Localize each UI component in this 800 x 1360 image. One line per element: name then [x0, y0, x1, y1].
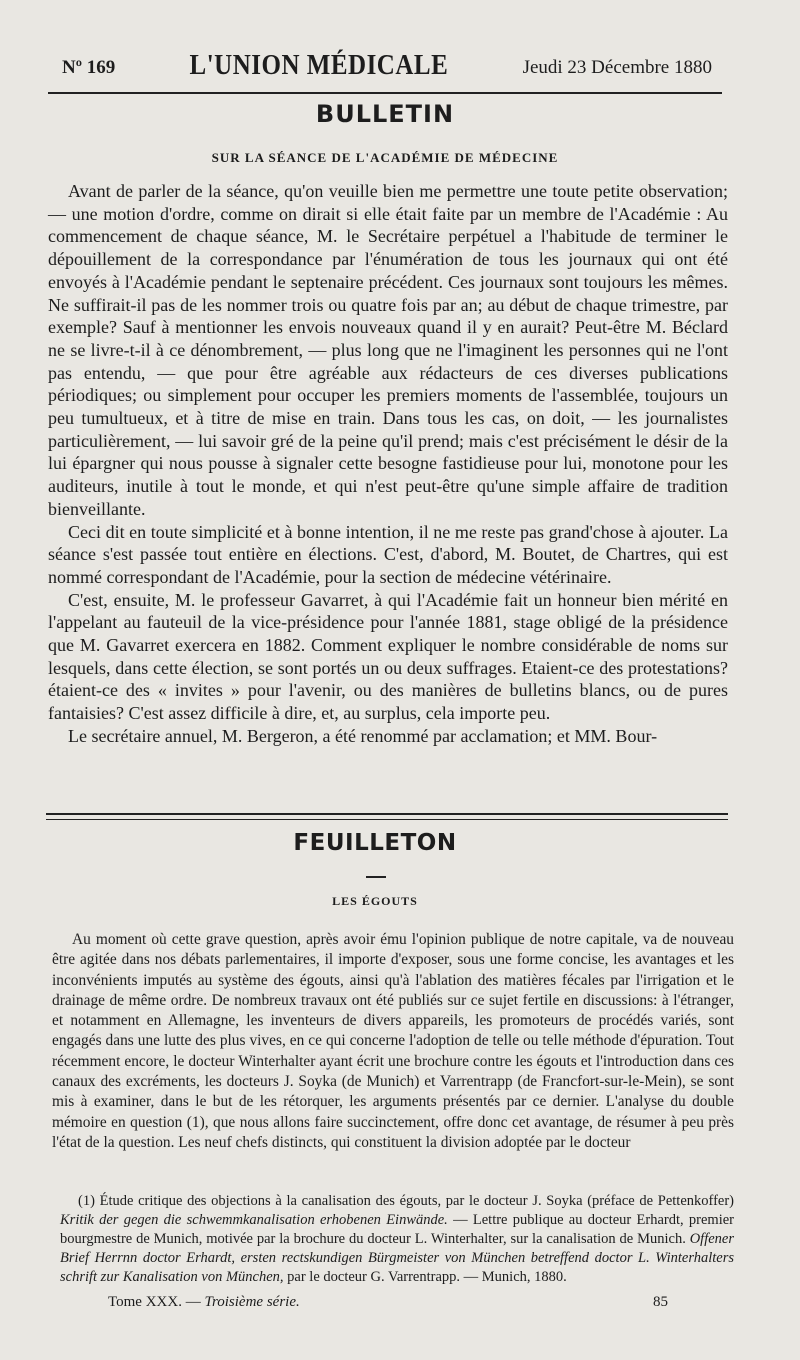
- issue-date: Jeudi 23 Décembre 1880: [522, 57, 712, 78]
- journal-title: L'UNION MÉDICALE: [189, 49, 449, 81]
- footnote: [60, 1192, 734, 1287]
- bulletin-body: [48, 180, 728, 748]
- section-divider: [46, 813, 728, 820]
- footnote-text: par le docteur G. Varrentrapp. — Munich, 1880.: [283, 1269, 567, 1285]
- tome-label: Tome XXX. —: [108, 1294, 205, 1310]
- bulletin-paragraph: Avant de parler de la séance, qu'on veuille bien me permettre une toute petite observation; — une motion d'ordre, comme on dirait si elle était faite par un membre de l'Académie : Au commencement de chaque séance, M. le Secrétaire perpétuel a l'habitude de terminer le dépouillement de la correspondance par l'énumération de tous les journaux qui ont été envoyés à l'Académie pendant le septenaire précédent. Ces journaux sont toujours les mêmes. Ne suffirait-il pas de les nommer trois ou quatre fois par an; au début de chaque trimestre, par exemple? Sauf à mentionner les envois nouveaux quand il y en aurait? Peut-être M. Béclard ne se livre-t-il à ce dénombrement, — plus long que ne l'imaginent les personnes qui ne l'ont pas entendu, — que pour être agréable aux rédacteurs de ces diverses publications périodiques; ou simplement pour occuper les premiers moments de l'assemblée, toujours un peu tumultueux, et à titre de mise en train. Dans tous les cas, on doit, — les journalistes particulièrement, — lui savoir gré de la peine qu'il prend; mais c'est précisément le désir de la lui épargner qui nous pousse à signaler cette besogne fastidieuse pour lui, monotone pour les auditeurs, inutile à tout le monde, et qui n'est peut-être qu'une simple affaire de tradition bienveillante.: [48, 181, 728, 519]
- bulletin-paragraph: Le secrétaire annuel, M. Bergeron, a été renommé par acclamation; et MM. Bour-: [68, 725, 658, 746]
- feuilleton-title: FEUILLETON: [293, 830, 457, 856]
- bulletin-title: BULLETIN: [315, 100, 455, 128]
- feuilleton-subtitle: LES ÉGOUTS: [332, 894, 418, 908]
- page-number: 85: [653, 1294, 668, 1310]
- page-header: [62, 49, 712, 81]
- page-footer: [108, 1294, 668, 1311]
- feuilleton-body: [52, 930, 734, 1153]
- bulletin-subtitle: SUR LA SÉANCE DE L'ACADÉMIE DE MÉDECINE: [211, 150, 559, 165]
- issue-number: Nº 169: [62, 57, 116, 78]
- series-label: Troisième série.: [204, 1294, 300, 1310]
- volume-info: [108, 1294, 300, 1311]
- bulletin-paragraph: C'est, ensuite, M. le professeur Gavarret, à qui l'Académie fait un honneur bien mérité en l'appelant au fauteuil de la vice-présidence pour l'année 1881, stage obligé de la présidence que M. Gavarret exercera en 1882. Comment expliquer le nombre considérable de noms sur lesquels, dans cette élection, se sont portés un ou deux suffrages. Etaient-ce des protestations? étaient-ce des « invites » pour l'avenir, ou des manières de bulletins blancs, ou de pures fantaisies? C'est assez difficile à dire, et, au surplus, cela importe peu.: [48, 589, 728, 724]
- title-dash: [366, 876, 386, 878]
- footnote-text: (1) Étude critique des objections à la canalisation des égouts, par le docteur J. Soyka (préface de Pettenkoffer): [78, 1193, 734, 1209]
- footnote-german-title: Offener Brief Herrnn doctor Erhardt, ersten rectskundigen Bürgmeister von München betreffend doctor L. Winterhalters schrift zur Kanalisation von München,: [60, 1231, 734, 1285]
- footnote-german-title: Kritik der gegen die schwemmkanalisation erhobenen Einwände.: [60, 1212, 448, 1228]
- feuilleton-paragraph: Au moment où cette grave question, après avoir ému l'opinion publique de notre capitale, va de nouveau être agitée dans nos débats parlementaires, il importe d'exposer, sous une forme concise, les avantages et les inconvénients imputés au système des égouts, ainsi qu'à l'ablation des matières fécales par l'irrigation et le drainage de même ordre. De nombreux travaux ont été publiés sur ce sujet fertile en discussions: à l'étranger, et notamment en Allemagne, les inventeurs de divers appareils, les promoteurs de procédés variés, sont engagés dans une lutte des plus vives, en ce qui concerne l'adoption de telle ou telle méthode d'épuration. Tout récemment encore, le docteur Winterhalter ayant écrit une brochure contre les égouts et l'introduction dans ces canaux des excréments, les docteurs J. Soyka (de Munich) et Varrentrapp (de Francfort-sur-le-Mein), se sont mis à examiner, dans le but de les rétorquer, les arguments présentés par ce dernier. L'analyse du double mémoire en question (1), que nous allons faire succinctement, offre donc cet avantage, de résumer à peu près l'état de la question. Les neuf chefs distincts, qui constituent la division adoptée par le docteur: [52, 931, 734, 1151]
- bulletin-paragraph: Ceci dit en toute simplicité et à bonne intention, il ne me reste pas grand'chose à ajouter. La séance s'est passée tout entière en élections. C'est, d'abord, M. Boutet, de Chartres, qui est nommé correspondant de l'Académie, pour la section de médecine vétérinaire.: [48, 521, 728, 587]
- footnote-text: — Lettre publique au docteur Erhardt, premier bourgmestre de Munich, motivée par la brochure du docteur L. Winterhalter, sur la canalisation de Munich.: [60, 1212, 734, 1247]
- header-rule: [48, 92, 722, 94]
